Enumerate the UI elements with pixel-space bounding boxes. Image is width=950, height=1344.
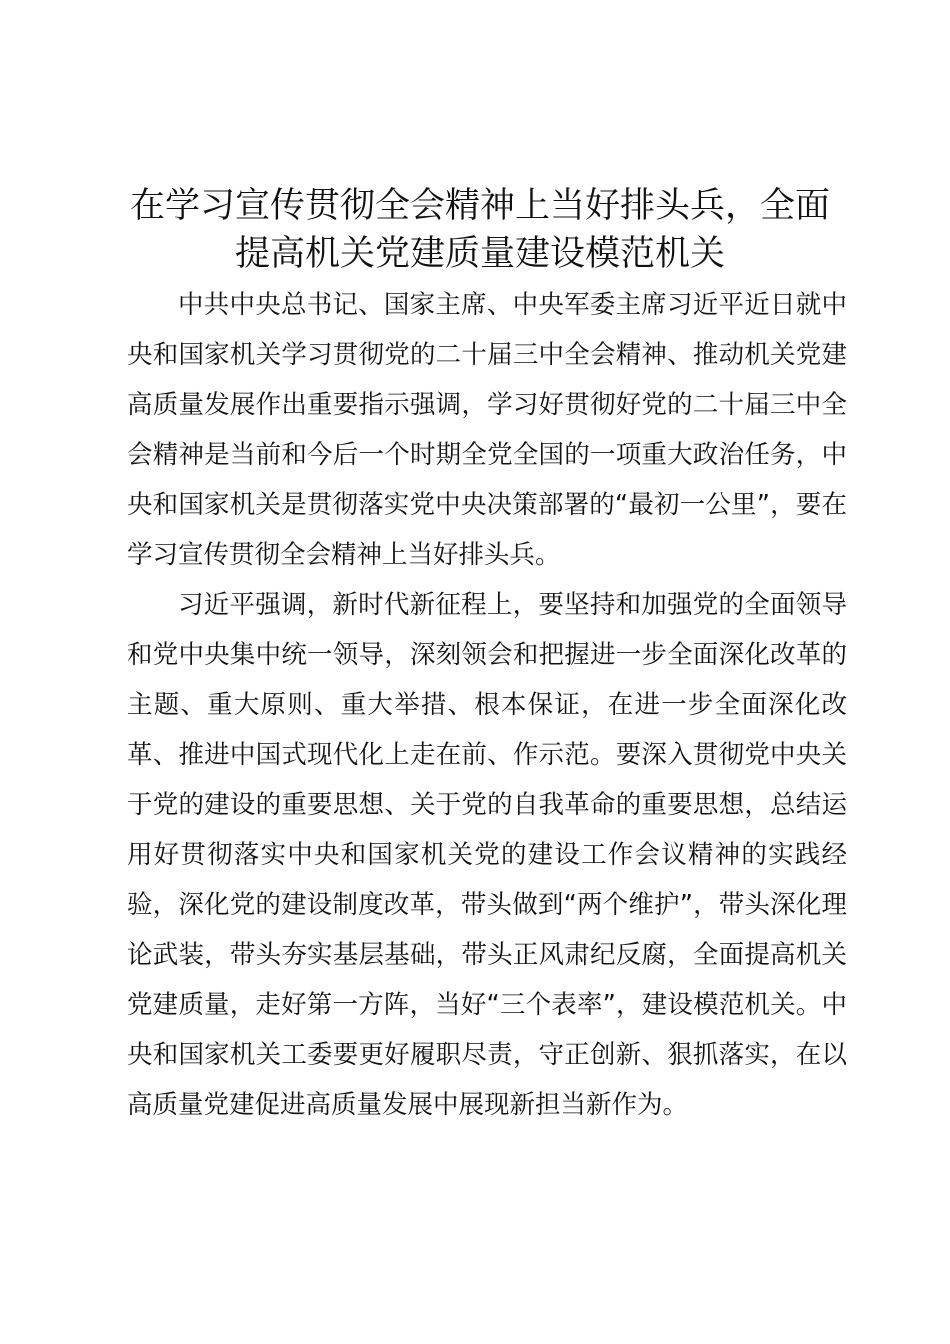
paragraph-1: 中共中央总书记、国家主席、中央军委主席习近平近日就中央和国家机关学习贯彻党的二十届三中全会精神、推动机关党建高质量发展作出重要指示强调，学习好贯彻好党的二十届三中全会精神是当前和今后一个时期全党全国的一项重大政治任务，中央和国家机关是贯彻落实党中央决策部署的“最初一公里”，要在学习宣传贯彻全会精神上当好排头兵。 xyxy=(127,290,847,570)
document-body xyxy=(127,280,847,1130)
paragraph-2: 习近平强调，新时代新征程上，要坚持和加强党的全面领导和党中央集中统一领导，深刻领会和把握进一步全面深化改革的主题、重大原则、重大举措、根本保证，在进一步全面深化改革、推进中国式现代化上走在前、作示范。要深入贯彻党中央关于党的建设的重要思想、关于党的自我革命的重要思想，总结运用好贯彻落实中央和国家机关党的建设工作会议精神的实践经验，深化党的建设制度改革，带头做到“两个维护”，带头深化理论武装，带头夯实基层基础，带头正风肃纪反腐，全面提高机关党建质量，走好第一方阵，当好“三个表率”，建设模范机关。中央和国家机关工委要更好履职尽责，守正创新、狠抓落实，在以高质量党建促进高质量发展中展现新担当新作为。 xyxy=(127,590,847,1120)
title-line-1: 在学习宣传贯彻全会精神上当好排头兵，全面 xyxy=(129,186,830,226)
document-title xyxy=(110,182,850,278)
title-line-2: 提高机关党建质量建设模范机关 xyxy=(234,234,725,274)
